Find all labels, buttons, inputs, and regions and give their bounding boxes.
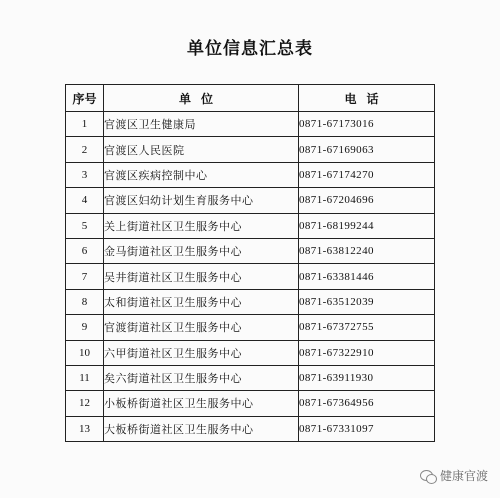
watermark bbox=[420, 467, 488, 484]
table-row bbox=[66, 162, 435, 187]
cell-unit: 官渡区妇幼计划生育服务中心 bbox=[104, 188, 299, 213]
cell-no: 5 bbox=[66, 213, 104, 238]
cell-tel: 0871-68199244 bbox=[299, 213, 435, 238]
cell-unit: 太和街道社区卫生服务中心 bbox=[104, 289, 299, 314]
table-row bbox=[66, 264, 435, 289]
cell-tel: 0871-67173016 bbox=[299, 112, 435, 137]
cell-tel: 0871-67174270 bbox=[299, 162, 435, 187]
cell-tel: 0871-63812240 bbox=[299, 238, 435, 263]
table-row bbox=[66, 137, 435, 162]
table-row bbox=[66, 188, 435, 213]
cell-tel: 0871-63381446 bbox=[299, 264, 435, 289]
cell-no: 13 bbox=[66, 416, 104, 441]
cell-tel: 0871-63512039 bbox=[299, 289, 435, 314]
table-row bbox=[66, 289, 435, 314]
table-header-row bbox=[66, 85, 435, 112]
cell-tel: 0871-67322910 bbox=[299, 340, 435, 365]
header-unit: 单位 bbox=[104, 85, 299, 112]
cell-unit: 官渡区人民医院 bbox=[104, 137, 299, 162]
cell-no: 2 bbox=[66, 137, 104, 162]
cell-unit: 吴井街道社区卫生服务中心 bbox=[104, 264, 299, 289]
cell-no: 3 bbox=[66, 162, 104, 187]
cell-unit: 官渡街道社区卫生服务中心 bbox=[104, 315, 299, 340]
cell-unit: 六甲街道社区卫生服务中心 bbox=[104, 340, 299, 365]
cell-tel: 0871-67364956 bbox=[299, 391, 435, 416]
cell-unit: 小板桥街道社区卫生服务中心 bbox=[104, 391, 299, 416]
cell-unit: 官渡区卫生健康局 bbox=[104, 112, 299, 137]
table-row bbox=[66, 213, 435, 238]
page-title: 单位信息汇总表 bbox=[187, 39, 313, 59]
cell-no: 6 bbox=[66, 238, 104, 263]
cell-tel: 0871-67204696 bbox=[299, 188, 435, 213]
cell-unit: 大板桥街道社区卫生服务中心 bbox=[104, 416, 299, 441]
cell-no: 7 bbox=[66, 264, 104, 289]
header-tel: 电话 bbox=[299, 85, 435, 112]
cell-tel: 0871-67372755 bbox=[299, 315, 435, 340]
table-row bbox=[66, 365, 435, 390]
cell-no: 1 bbox=[66, 112, 104, 137]
cell-tel: 0871-67331097 bbox=[299, 416, 435, 441]
table-row bbox=[66, 391, 435, 416]
cell-no: 4 bbox=[66, 188, 104, 213]
cell-no: 8 bbox=[66, 289, 104, 314]
cell-no: 10 bbox=[66, 340, 104, 365]
summary-table bbox=[65, 84, 435, 442]
header-no: 序号 bbox=[66, 85, 104, 112]
cell-unit: 金马街道社区卫生服务中心 bbox=[104, 238, 299, 263]
watermark-text: 健康官渡 bbox=[439, 469, 488, 483]
cell-no: 12 bbox=[66, 391, 104, 416]
table-row bbox=[66, 416, 435, 441]
cell-no: 9 bbox=[66, 315, 104, 340]
cell-unit: 官渡区疾病控制中心 bbox=[104, 162, 299, 187]
cell-unit: 关上街道社区卫生服务中心 bbox=[104, 213, 299, 238]
table-row bbox=[66, 340, 435, 365]
cell-tel: 0871-67169063 bbox=[299, 137, 435, 162]
cell-unit: 矣六街道社区卫生服务中心 bbox=[104, 365, 299, 390]
table-row bbox=[66, 315, 435, 340]
cell-tel: 0871-63911930 bbox=[299, 365, 435, 390]
table-row bbox=[66, 112, 435, 137]
wechat-icon bbox=[420, 469, 436, 483]
cell-no: 11 bbox=[66, 365, 104, 390]
table-row bbox=[66, 238, 435, 263]
